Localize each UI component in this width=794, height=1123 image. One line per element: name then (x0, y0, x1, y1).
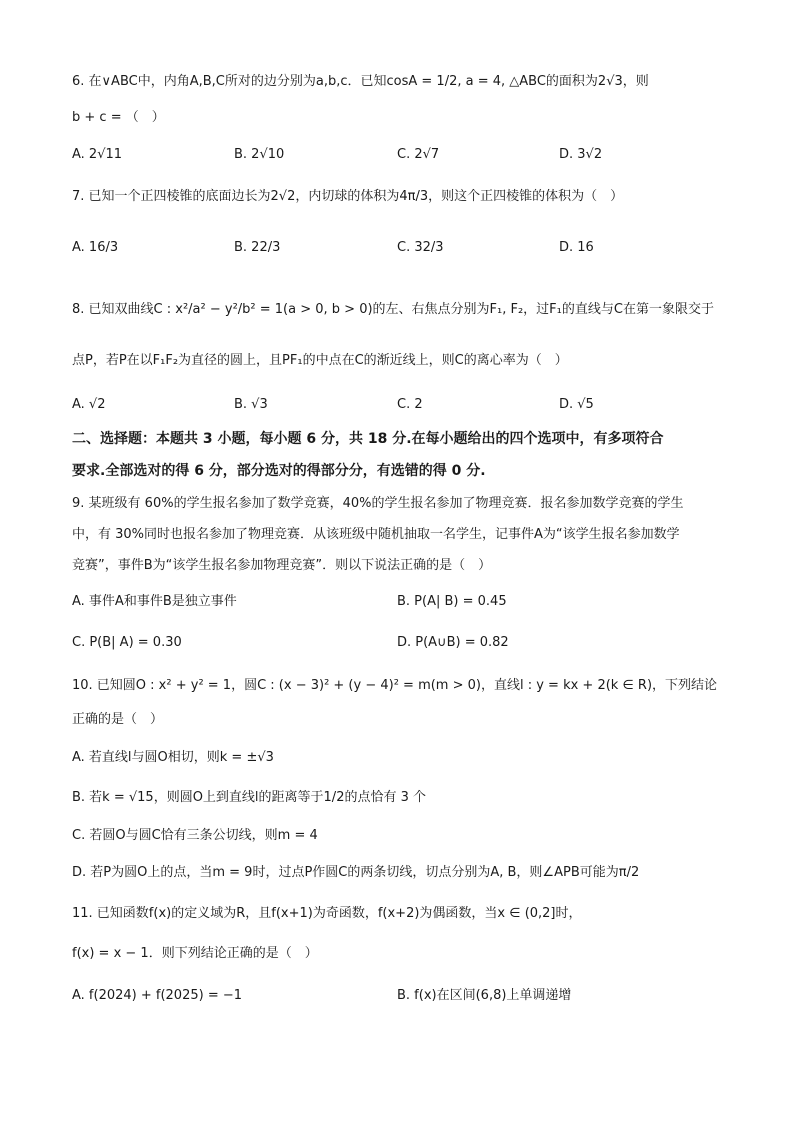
q9-option-c: C. P(B| A) = 0.30 (72, 635, 182, 650)
q7-option-a: A. 16/3 (72, 240, 119, 255)
q10-option-b: B. 若k = √15，则圆O上到直线l的距离等于1/2的点恰有 3 个 (72, 790, 426, 805)
section2-heading-line1: 二、选择题：本题共 3 小题，每小题 6 分，共 18 分.在每小题给出的四个选项中，有多项符合 (72, 431, 664, 447)
q6-option-c: C. 2√7 (397, 147, 440, 162)
q7-option-b: B. 22/3 (234, 240, 281, 255)
q10-option-d: D. 若P为圆O上的点，当m = 9时，过点P作圆C的两条切线，切点分别为A, B，则∠APB可能为π/2 (72, 865, 640, 880)
q8-option-b: B. √3 (234, 397, 268, 412)
q8-option-d: D. √5 (559, 397, 594, 412)
q7-option-c: C. 32/3 (397, 240, 444, 255)
q11-line1: 11. 已知函数f(x)的定义域为R，且f(x+1)为奇函数，f(x+2)为偶函数，当x ∈ (0,2]时， (72, 906, 582, 921)
q9-option-d: D. P(A∪B) = 0.82 (397, 635, 509, 650)
q11-option-b: B. f(x)在区间(6,8)上单调递增 (397, 988, 572, 1003)
q9-option-b: B. P(A| B) = 0.45 (397, 594, 507, 609)
q8-option-a: A. √2 (72, 397, 106, 412)
q6-option-d: D. 3√2 (559, 147, 603, 162)
section2-heading-line2: 要求.全部选对的得 6 分，部分选对的得部分分，有选错的得 0 分. (72, 463, 486, 479)
q7-option-d: D. 16 (559, 240, 594, 255)
q9-line1: 9. 某班级有 60%的学生报名参加了数学竞赛，40%的学生报名参加了物理竞赛．报名参加数学竞赛的学生 (72, 496, 684, 511)
q6-option-b: B. 2√10 (234, 147, 285, 162)
q6-line2: b + c = （ ） (72, 110, 165, 125)
q11-line2: f(x) = x − 1．则下列结论正确的是（ ） (72, 946, 318, 961)
q7-line1: 7. 已知一个正四棱锥的底面边长为2√2，内切球的体积为4π/3，则这个正四棱锥的体积为（ ） (72, 189, 624, 204)
q10-option-a: A. 若直线l与圆O相切，则k = ±√3 (72, 750, 274, 765)
q8-option-c: C. 2 (397, 397, 423, 412)
q10-option-c: C. 若圆O与圆C恰有三条公切线，则m = 4 (72, 828, 318, 843)
q8-line1: 8. 已知双曲线C : x²/a² − y²/b² = 1(a > 0, b > 0)的左、右焦点分别为F₁, F₂，过F₁的直线与C在第一象限交于 (72, 302, 714, 317)
q9-line3: 竞赛”，事件B为“该学生报名参加物理竞赛”．则以下说法正确的是（ ） (72, 558, 492, 573)
q9-option-a: A. 事件A和事件B是独立事件 (72, 594, 237, 609)
q10-line2: 正确的是（ ） (72, 712, 164, 727)
q11-option-a: A. f(2024) + f(2025) = −1 (72, 988, 243, 1003)
q8-line2: 点P，若P在以F₁F₂为直径的圆上，且PF₁的中点在C的渐近线上，则C的离心率为（ ） (72, 353, 568, 368)
q9-line2: 中，有 30%同时也报名参加了物理竞赛．从该班级中随机抽取一名学生，记事件A为“该学生报名参加数学 (72, 527, 680, 542)
q6-option-a: A. 2√11 (72, 147, 123, 162)
q10-line1: 10. 已知圆O : x² + y² = 1，圆C : (x − 3)² + (y − 4)² = m(m > 0)，直线l : y = kx + 2(k ∈ R)，下列结论 (72, 678, 718, 693)
q6-line1: 6. 在∨ABC中，内角A,B,C所对的边分别为a,b,c．已知cosA = 1/2, a = 4, △ABC的面积为2√3，则 (72, 74, 649, 89)
